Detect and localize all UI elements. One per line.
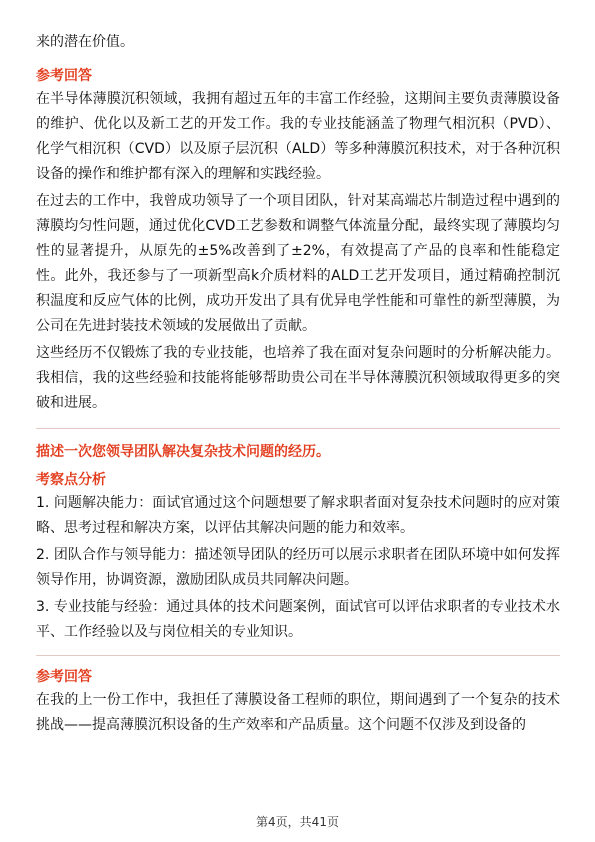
continuation-text: 来的潜在价值。: [36, 34, 134, 50]
answer-paragraph: 在过去的工作中，我曾成功领导了一个项目团队，针对某高端芯片制造过程中遇到的薄膜均匀性问题，通过优化CVD工艺参数和调整气体流量分配，最终实现了薄膜均匀性的显著提升，从原先的±5%改善到了±2%，有效提高了产品的良率和性能稳定性。此外，我还参与了一项新型高k介质材料的ALD工艺开发项目，通过精确控制沉积温度和反应气体的比例，成功开发出了具有优异电学性能和可靠性的新型薄膜，为公司在先进封装技术领域的发展做出了贡献。: [36, 193, 560, 334]
page-number-footer: 第4页，共41页: [256, 815, 339, 829]
question-heading: 描述一次您领导团队解决复杂技术问题的经历。: [36, 444, 330, 460]
answer-paragraph: 在半导体薄膜沉积领域，我拥有超过五年的丰富工作经验，这期间主要负责薄膜设备的维护、优化以及新工艺的开发工作。我的专业技能涵盖了物理气相沉积（PVD）、化学气相沉积（CVD）以及原子层沉积（ALD）等多种薄膜沉积技术，对于各种沉积设备的操作和维护都有深入的理解和实践经验。: [36, 91, 560, 182]
answer-paragraph: 在我的上一份工作中，我担任了薄膜设备工程师的职位，期间遇到了一个复杂的技术挑战——提高薄膜沉积设备的生产效率和产品质量。这个问题不仅涉及到设备的: [36, 692, 560, 733]
analysis-item: 3. 专业技能与经验：通过具体的技术问题案例，面试官可以评估求职者的专业技术水平、工作经验以及与岗位相关的专业知识。: [36, 599, 560, 640]
analysis-item: 2. 团队合作与领导能力：描述领导团队的经历可以展示求职者在团队环境中如何发挥领导作用，协调资源，激励团队成员共同解决问题。: [36, 547, 560, 588]
section-divider: [36, 655, 560, 656]
document-page: [36, 30, 560, 738]
analysis-item: 1. 问题解决能力：面试官通过这个问题想要了解求职者面对复杂技术问题时的应对策略、思考过程和解决方案，以评估其解决问题的能力和效率。: [36, 495, 560, 536]
section-divider: [36, 428, 560, 429]
answer-heading: 参考回答: [36, 669, 92, 685]
answer-section-1: [36, 65, 560, 416]
analysis-section: [36, 469, 560, 645]
answer-paragraph: 这些经历不仅锻炼了我的专业技能，也培养了我在面对复杂问题时的分析解决能力。我相信，我的这些经验和技能将能够帮助贵公司在半导体薄膜沉积领域取得更多的突破和进展。: [36, 345, 560, 411]
answer-section-2: [36, 666, 560, 738]
answer-heading: 参考回答: [36, 68, 92, 84]
analysis-heading: 考察点分析: [36, 472, 106, 488]
